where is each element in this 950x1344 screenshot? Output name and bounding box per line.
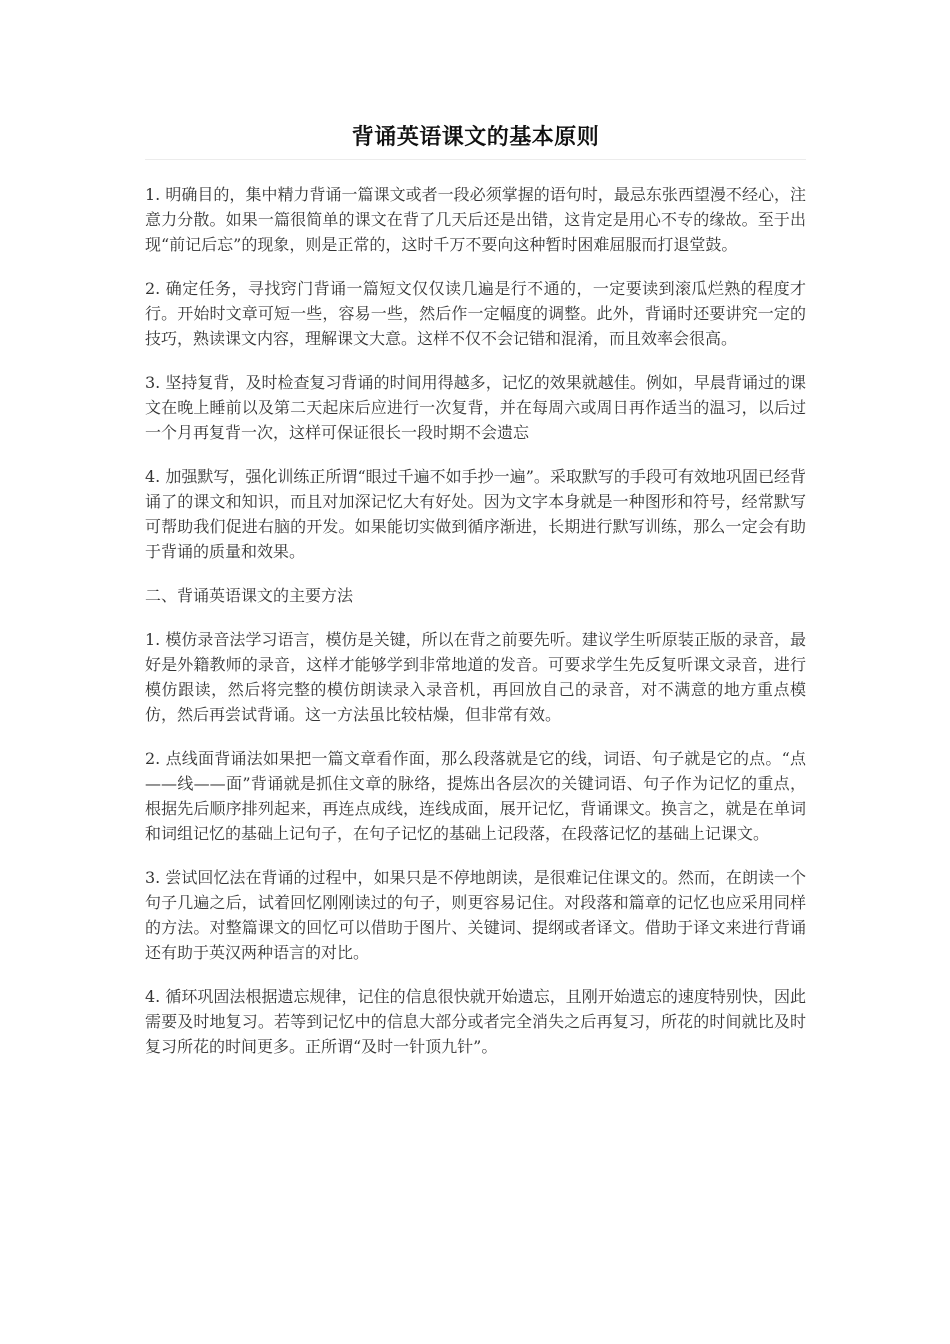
paragraph-method-1: 1. 模仿录音法学习语言，模仿是关键，所以在背之前要先听。建议学生听原装正版的录音，最好是外籍教师的录音，这样才能够学到非常地道的发音。可要求学生先反复听课文录音，进行模仿跟读，然后将完整的模仿朗读录入录音机，再回放自己的录音，对不满意的地方重点模仿，然后再尝试背诵。这一方法虽比较枯燥，但非常有效。 <box>145 630 806 724</box>
paragraph-principle-4: 4. 加强默写，强化训练正所谓“眼过千遍不如手抄一遍”。采取默写的手段可有效地巩固已经背诵了的课文和知识，而且对加深记忆大有好处。因为文字本身就是一种图形和符号，经常默写可帮助我们促进右脑的开发。如果能切实做到循序渐进，长期进行默写训练，那么一定会有助于背诵的质量和效果。 <box>145 467 806 561</box>
document-body <box>145 182 806 1059</box>
paragraph-method-3: 3. 尝试回忆法在背诵的过程中，如果只是不停地朗读，是很难记住课文的。然而，在朗读一个句子几遍之后，试着回忆刚刚读过的句子，则更容易记住。对段落和篇章的记忆也应采用同样的方法。对整篇课文的回忆可以借助于图片、关键词、提纲或者译文。借助于译文来进行背诵还有助于英汉两种语言的对比。 <box>145 868 806 962</box>
section-heading-methods: 二、背诵英语课文的主要方法 <box>145 586 354 605</box>
paragraph-principle-1: 1. 明确目的，集中精力背诵一篇课文或者一段必须掌握的语句时，最忌东张西望漫不经心，注意力分散。如果一篇很简单的课文在背了几天后还是出错，这肯定是用心不专的缘故。至于出现“前记后忘”的现象，则是正常的，这时千万不要向这种暂时困难屈服而打退堂鼓。 <box>145 185 806 254</box>
document-page <box>145 0 806 1078</box>
paragraph-principle-3: 3. 坚持复背，及时检查复习背诵的时间用得越多，记忆的效果就越佳。例如，早晨背诵过的课文在晚上睡前以及第二天起床后应进行一次复背，并在每周六或周日再作适当的温习，以后过一个月再复背一次，这样可保证很长一段时期不会遗忘 <box>145 373 806 442</box>
title-divider <box>145 159 806 160</box>
paragraph-principle-2: 2. 确定任务，寻找窍门背诵一篇短文仅仅读几遍是行不通的，一定要读到滚瓜烂熟的程度才行。开始时文章可短一些，容易一些，然后作一定幅度的调整。此外，背诵时还要讲究一定的技巧，熟读课文内容，理解课文大意。这样不仅不会记错和混淆，而且效率会很高。 <box>145 279 806 348</box>
paragraph-method-4: 4. 循环巩固法根据遗忘规律，记住的信息很快就开始遗忘，且刚开始遗忘的速度特别快，因此需要及时地复习。若等到记忆中的信息大部分或者完全消失之后再复习，所花的时间就比及时复习所花的时间更多。正所谓“及时一针顶九针”。 <box>145 987 806 1056</box>
paragraph-method-2: 2. 点线面背诵法如果把一篇文章看作面，那么段落就是它的线，词语、句子就是它的点。“点——线——面”背诵就是抓住文章的脉络，提炼出各层次的关键词语、句子作为记忆的重点，根据先后顺序排列起来，再连点成线，连线成面，展开记忆，背诵课文。换言之，就是在单词和词组记忆的基础上记句子，在句子记忆的基础上记段落，在段落记忆的基础上记课文。 <box>145 749 806 843</box>
document-title: 背诵英语课文的基本原则 <box>351 124 600 150</box>
